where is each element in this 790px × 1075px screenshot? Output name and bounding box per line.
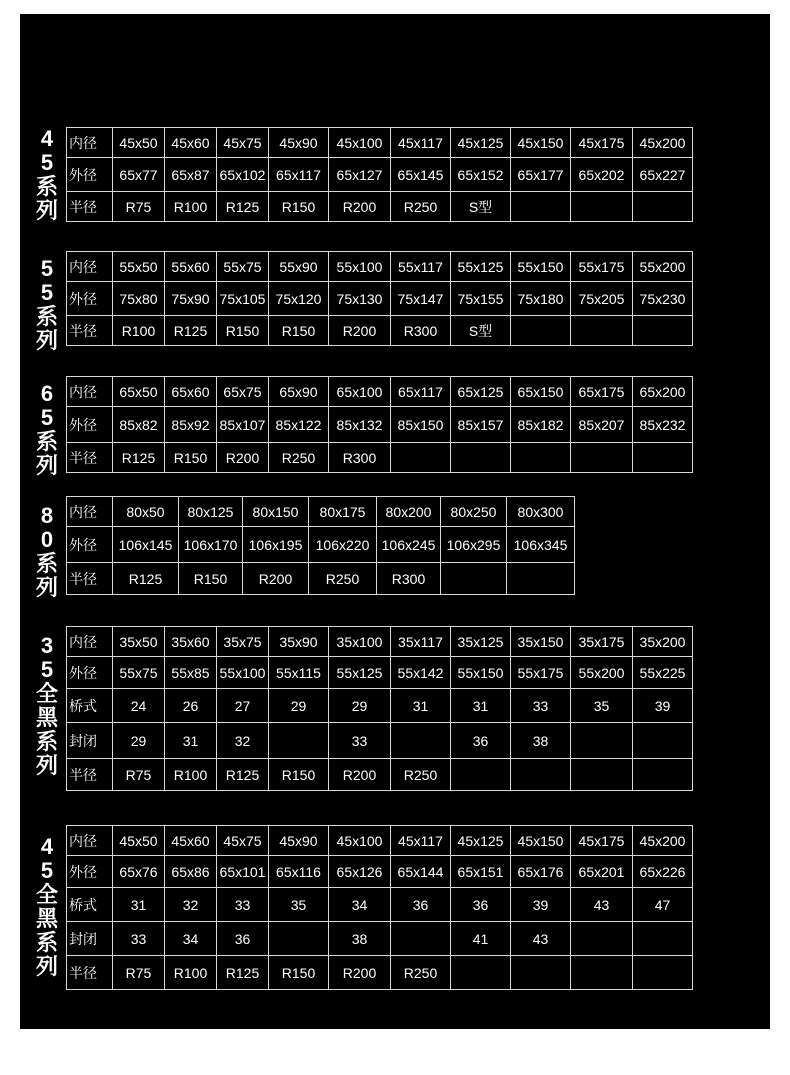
table-cell: 65x177 [511,158,571,192]
table-cell: R250 [269,443,329,473]
table-cell: R100 [113,316,165,346]
series-title: 3 5 全 黑 系 列 [35,633,58,778]
table-row [67,627,693,657]
table-cell [633,443,693,473]
table-cell [633,759,693,791]
table-row [67,128,693,158]
table-cell: S型 [451,316,511,346]
table-row [67,158,693,192]
table-cell: 35x100 [329,627,391,657]
table-cell: 80x50 [113,497,179,527]
table-cell: 55x150 [451,657,511,689]
table-cell [391,443,451,473]
table-cell: 31 [113,888,165,922]
row-label: 封闭 [67,922,113,956]
table-cell: 80x300 [507,497,575,527]
table-row [67,689,693,723]
row-label: 内径 [67,627,113,657]
table-cell: 45x90 [269,826,329,856]
table-cell: 45x75 [217,826,269,856]
table-row [67,657,693,689]
table-cell: 31 [391,689,451,723]
table-cell: 106x220 [309,527,377,563]
row-label: 内径 [67,826,113,856]
row-label: 半径 [67,759,113,791]
table-cell: R200 [217,443,269,473]
table-cell: R200 [329,759,391,791]
spec-table [66,825,693,990]
row-label: 半径 [67,563,113,595]
table-cell: 55x225 [633,657,693,689]
spec-table [66,496,575,595]
table-cell [571,443,633,473]
table-cell: 39 [511,888,571,922]
series-title: 4 5 系 列 [35,126,58,223]
table-cell: 55x150 [511,252,571,282]
table-row [67,563,575,595]
table-cell: 75x205 [571,282,633,316]
table-cell: 45x50 [113,826,165,856]
table-cell: 55x125 [451,252,511,282]
table-cell: 27 [217,689,269,723]
table-cell: R300 [391,316,451,346]
table-cell [441,563,507,595]
table-cell: 55x142 [391,657,451,689]
spec-table [66,376,693,473]
table-cell: 43 [571,888,633,922]
table-cell: 65x125 [451,377,511,407]
table-row [67,252,693,282]
table-cell: 65x226 [633,856,693,888]
table-cell: 85x232 [633,407,693,443]
table-cell: 85x107 [217,407,269,443]
table-cell: 65x86 [165,856,217,888]
table-cell: 55x115 [269,657,329,689]
table-cell: 36 [451,723,511,759]
table-cell [571,316,633,346]
row-label: 半径 [67,316,113,346]
table-row [67,856,693,888]
table-cell: 55x100 [217,657,269,689]
table-cell: 32 [165,888,217,922]
table-cell: 65x87 [165,158,217,192]
table-cell: R150 [217,316,269,346]
table-cell: 55x117 [391,252,451,282]
table-cell: 45x150 [511,128,571,158]
table-cell: R250 [391,192,451,222]
table-cell: 75x147 [391,282,451,316]
table-cell: 45x90 [269,128,329,158]
table-cell: 65x117 [269,158,329,192]
table-cell: 35x125 [451,627,511,657]
table-cell: 106x145 [113,527,179,563]
table-cell: 55x100 [329,252,391,282]
table-cell: 35 [269,888,329,922]
table-cell: 29 [329,689,391,723]
table-cell: 35x50 [113,627,165,657]
table-cell [451,443,511,473]
table-cell: R125 [165,316,217,346]
table-cell [511,316,571,346]
table-cell [269,922,329,956]
table-cell: 85x132 [329,407,391,443]
table-cell: 65x100 [329,377,391,407]
table-cell: 85x92 [165,407,217,443]
table-cell: 45x175 [571,826,633,856]
table-cell: 43 [511,922,571,956]
table-cell: 33 [217,888,269,922]
row-label: 桥式 [67,689,113,723]
table-cell [571,956,633,990]
table-cell: 106x245 [377,527,441,563]
table-cell: 65x90 [269,377,329,407]
table-cell: 34 [329,888,391,922]
table-cell: 55x60 [165,252,217,282]
table-cell: 65x116 [269,856,329,888]
table-cell: R100 [165,759,217,791]
table-cell: R200 [329,956,391,990]
table-cell: 80x150 [243,497,309,527]
table-cell [571,759,633,791]
table-cell: R250 [391,956,451,990]
table-cell: R150 [269,316,329,346]
table-row [67,922,693,956]
table-cell: 24 [113,689,165,723]
spec-table [66,127,693,222]
table-cell: 75x105 [217,282,269,316]
table-cell: R75 [113,192,165,222]
table-cell: 55x200 [571,657,633,689]
table-cell: 85x157 [451,407,511,443]
row-label: 内径 [67,377,113,407]
table-cell: 80x250 [441,497,507,527]
table-row [67,407,693,443]
table-cell: 55x125 [329,657,391,689]
table-cell [571,922,633,956]
table-cell: R150 [269,192,329,222]
table-cell: 65x175 [571,377,633,407]
table-cell [391,723,451,759]
row-label: 半径 [67,443,113,473]
table-row [67,497,575,527]
table-cell: R150 [269,759,329,791]
table-cell: 31 [451,689,511,723]
row-label: 外径 [67,527,113,563]
table-cell: R150 [179,563,243,595]
table-cell: 33 [113,922,165,956]
table-cell: R200 [329,192,391,222]
series-title: 5 5 系 列 [35,256,58,353]
series-title: 8 0 系 列 [35,503,58,600]
table-cell: 65x101 [217,856,269,888]
table-cell: 34 [165,922,217,956]
table-cell: 45x200 [633,826,693,856]
table-cell: 35x90 [269,627,329,657]
table-cell: 31 [165,723,217,759]
table-cell: 75x130 [329,282,391,316]
table-cell: R125 [113,563,179,595]
table-cell [511,443,571,473]
table-cell [451,759,511,791]
table-cell: 65x176 [511,856,571,888]
table-cell [507,563,575,595]
spec-table [66,626,693,791]
table-cell: 39 [633,689,693,723]
row-label: 半径 [67,192,113,222]
row-label: 内径 [67,252,113,282]
table-cell: 41 [451,922,511,956]
row-label: 半径 [67,956,113,990]
row-label: 外径 [67,407,113,443]
table-cell: 33 [329,723,391,759]
table-cell: 80x200 [377,497,441,527]
table-cell: 65x117 [391,377,451,407]
table-cell [633,922,693,956]
table-cell: 80x175 [309,497,377,527]
table-cell: 55x175 [511,657,571,689]
table-cell: 85x82 [113,407,165,443]
table-cell: R150 [269,956,329,990]
table-cell: 65x201 [571,856,633,888]
table-cell: 106x195 [243,527,309,563]
table-row [67,316,693,346]
table-cell: 29 [269,689,329,723]
table-cell: 75x180 [511,282,571,316]
row-label: 外径 [67,856,113,888]
table-cell: R150 [165,443,217,473]
table-cell: 36 [217,922,269,956]
table-cell: R250 [391,759,451,791]
table-row [67,527,575,563]
table-cell: 65x152 [451,158,511,192]
table-row [67,956,693,990]
table-cell: 55x50 [113,252,165,282]
table-cell: 36 [451,888,511,922]
table-cell [511,759,571,791]
table-cell: 35x60 [165,627,217,657]
table-cell: 65x102 [217,158,269,192]
table-cell: 55x200 [633,252,693,282]
table-row [67,723,693,759]
table-cell: 35x75 [217,627,269,657]
table-cell: R100 [165,956,217,990]
table-cell: 45x150 [511,826,571,856]
table-cell: 45x100 [329,128,391,158]
table-row [67,377,693,407]
row-label: 外径 [67,282,113,316]
table-row [67,826,693,856]
table-cell: 36 [391,888,451,922]
table-cell: 45x50 [113,128,165,158]
table-cell [511,956,571,990]
table-cell: R250 [309,563,377,595]
table-cell: 65x50 [113,377,165,407]
table-cell: 55x85 [165,657,217,689]
table-cell: 35x150 [511,627,571,657]
table-cell: 75x80 [113,282,165,316]
table-cell: 45x117 [391,826,451,856]
table-cell: 65x127 [329,158,391,192]
table-cell [451,956,511,990]
table-cell: 65x60 [165,377,217,407]
table-cell: 106x295 [441,527,507,563]
table-row [67,888,693,922]
table-cell [633,316,693,346]
table-cell: 35x200 [633,627,693,657]
table-cell: 38 [511,723,571,759]
table-cell: 45x200 [633,128,693,158]
table-cell: 38 [329,922,391,956]
row-label: 外径 [67,657,113,689]
table-cell: 65x77 [113,158,165,192]
table-cell: 85x207 [571,407,633,443]
table-row [67,443,693,473]
row-label: 内径 [67,497,113,527]
row-label: 封闭 [67,723,113,759]
table-cell [511,192,571,222]
table-cell: 55x75 [113,657,165,689]
table-cell: 65x151 [451,856,511,888]
table-cell: 65x144 [391,856,451,888]
table-cell: 35 [571,689,633,723]
table-cell: 45x100 [329,826,391,856]
table-cell: 55x175 [571,252,633,282]
table-cell: 65x145 [391,158,451,192]
table-cell: 65x200 [633,377,693,407]
table-cell: 65x227 [633,158,693,192]
table-cell: 29 [113,723,165,759]
table-cell: R200 [329,316,391,346]
table-cell: 106x345 [507,527,575,563]
table-cell: 80x125 [179,497,243,527]
row-label: 外径 [67,158,113,192]
table-cell: 33 [511,689,571,723]
table-cell: 45x125 [451,826,511,856]
table-cell: 26 [165,689,217,723]
table-cell: 45x175 [571,128,633,158]
table-cell: 55x90 [269,252,329,282]
table-cell: R100 [165,192,217,222]
table-cell: R125 [217,192,269,222]
table-cell: 32 [217,723,269,759]
table-cell: R200 [243,563,309,595]
table-cell: 65x75 [217,377,269,407]
table-cell: 75x230 [633,282,693,316]
table-cell [571,723,633,759]
table-cell: R125 [217,956,269,990]
table-cell: 45x125 [451,128,511,158]
table-cell: 75x120 [269,282,329,316]
table-cell: S型 [451,192,511,222]
table-cell: 106x170 [179,527,243,563]
table-cell: 65x150 [511,377,571,407]
table-cell: R125 [217,759,269,791]
table-cell: 75x155 [451,282,511,316]
table-cell: R300 [377,563,441,595]
table-cell: R300 [329,443,391,473]
table-row [67,282,693,316]
table-cell: 35x117 [391,627,451,657]
row-label: 桥式 [67,888,113,922]
table-row [67,192,693,222]
table-cell: 45x60 [165,826,217,856]
table-cell [571,192,633,222]
series-title: 6 5 系 列 [35,381,58,478]
table-cell: 55x75 [217,252,269,282]
table-row [67,759,693,791]
table-cell: 45x117 [391,128,451,158]
row-label: 内径 [67,128,113,158]
table-cell [391,922,451,956]
table-cell: 65x76 [113,856,165,888]
table-cell: R75 [113,956,165,990]
table-cell: 65x126 [329,856,391,888]
table-cell: 65x202 [571,158,633,192]
table-cell: 45x60 [165,128,217,158]
table-cell: 85x150 [391,407,451,443]
table-cell [269,723,329,759]
spec-table [66,251,693,346]
table-cell: 85x182 [511,407,571,443]
table-cell: 47 [633,888,693,922]
table-cell: 35x175 [571,627,633,657]
table-cell: R125 [113,443,165,473]
table-cell: 85x122 [269,407,329,443]
table-cell [633,956,693,990]
table-cell: 75x90 [165,282,217,316]
table-cell: 45x75 [217,128,269,158]
series-title: 4 5 全 黑 系 列 [35,834,58,979]
table-cell: R75 [113,759,165,791]
spec-panel [20,14,770,1029]
table-cell [633,192,693,222]
table-cell [633,723,693,759]
